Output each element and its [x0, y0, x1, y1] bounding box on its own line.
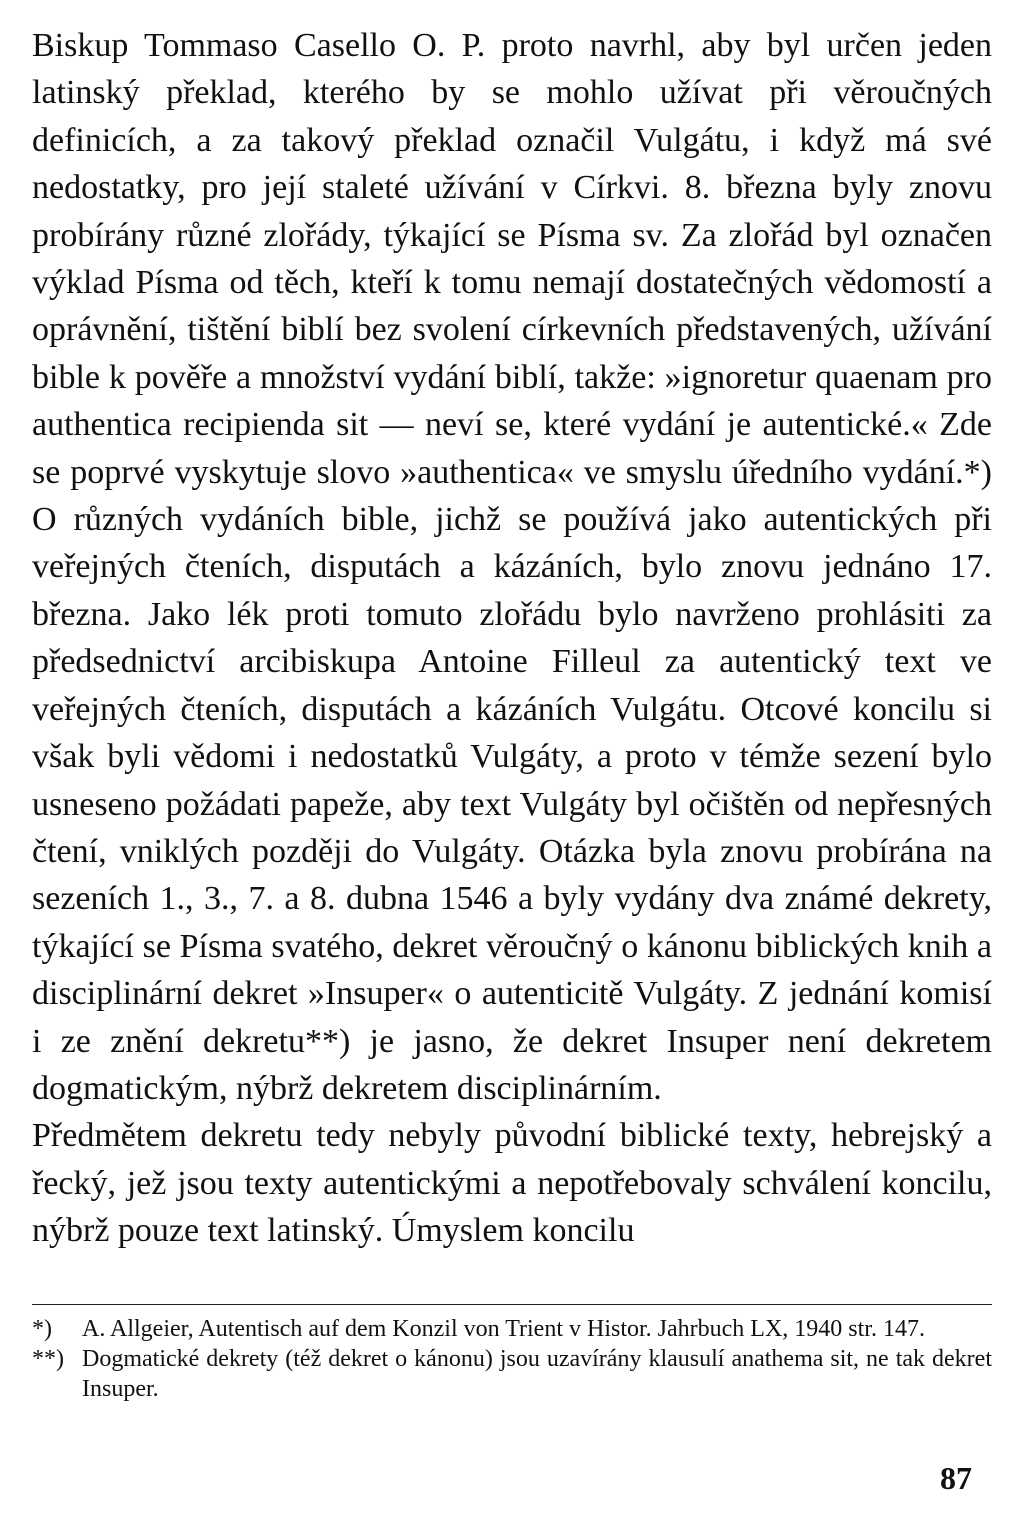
footnote-1: [32, 1314, 992, 1344]
page-number: 87: [940, 1460, 972, 1496]
page-body: [32, 22, 992, 1255]
footnote-1-text: A. Allgeier, Autentisch auf dem Konzil von Trient v Histor. Jahrbuch LX, 1940 str. 147.: [82, 1316, 925, 1342]
footnote-2-text: Dogmatické dekrety (též dekret o kánonu) jsou uzavírány klausulí anathema sit, ne tak dekret Insuper.: [82, 1346, 992, 1402]
footnote-divider: [32, 1304, 992, 1305]
footnote-2-mark: **): [32, 1346, 64, 1372]
footnotes: [32, 1314, 992, 1404]
paragraph-1: Biskup Tommaso Casello O. P. proto navrhl, aby byl určen jeden latinský překlad, kterého by se mohlo užívat při věroučných definicích, a za takový překlad označil Vulgátu, i když má své nedostatky, pro její staleté užívání v Církvi. 8. března byly znovu probírány různé zlořády, týkající se Písma sv. Za zlořád byl označen výklad Písma od těch, kteří k tomu nemají dostatečných vědomostí a oprávnění, tištění biblí bez svolení církevních představených, užívání bible k pověře a množství vydání biblí, takže: »ignoretur quaenam pro authentica recipienda sit — neví se, které vydání je autentické.« Zde se poprvé vyskytuje slovo »authentica« ve smyslu úředního vydání.*) O různých vydáních bible, jichž se používá jako autentických při veřejných čteních, disputách a kázáních, bylo znovu jednáno 17. března. Jako lék proti tomuto zlořádu bylo navrženo prohlásiti za předsednictví arcibiskupa Antoine Filleul za autentický text ve veřejných čteních, disputách a kázáních Vulgátu. Otcové koncilu si však byli vědomi i nedostatků Vulgáty, a proto v témže sezení bylo usneseno požádati papeže, aby text Vulgáty byl očištěn od nepřesných čtení, vniklých později do Vulgáty. Otázka byla znovu probírána na sezeních 1., 3., 7. a 8. dubna 1546 a byly vydány dva známé dekrety, týkající se Písma svatého, dekret věroučný o kánonu biblických knih a disciplinární dekret »Insuper« o autenticitě Vulgáty. Z jednání komisí i ze znění dekretu**) je jasno, že dekret Insuper není dekretem dogmatickým, nýbrž dekretem disciplinárním.: [32, 27, 992, 1107]
footnote-2: [32, 1344, 992, 1404]
footnote-1-mark: *): [32, 1316, 52, 1342]
paragraph-2: Předmětem dekretu tedy nebyly původní biblické texty, hebrejský a řecký, jež jsou texty autentickými a nepotřebovaly schválení koncilu, nýbrž pouze text latinský. Úmyslem koncilu: [32, 1117, 992, 1250]
